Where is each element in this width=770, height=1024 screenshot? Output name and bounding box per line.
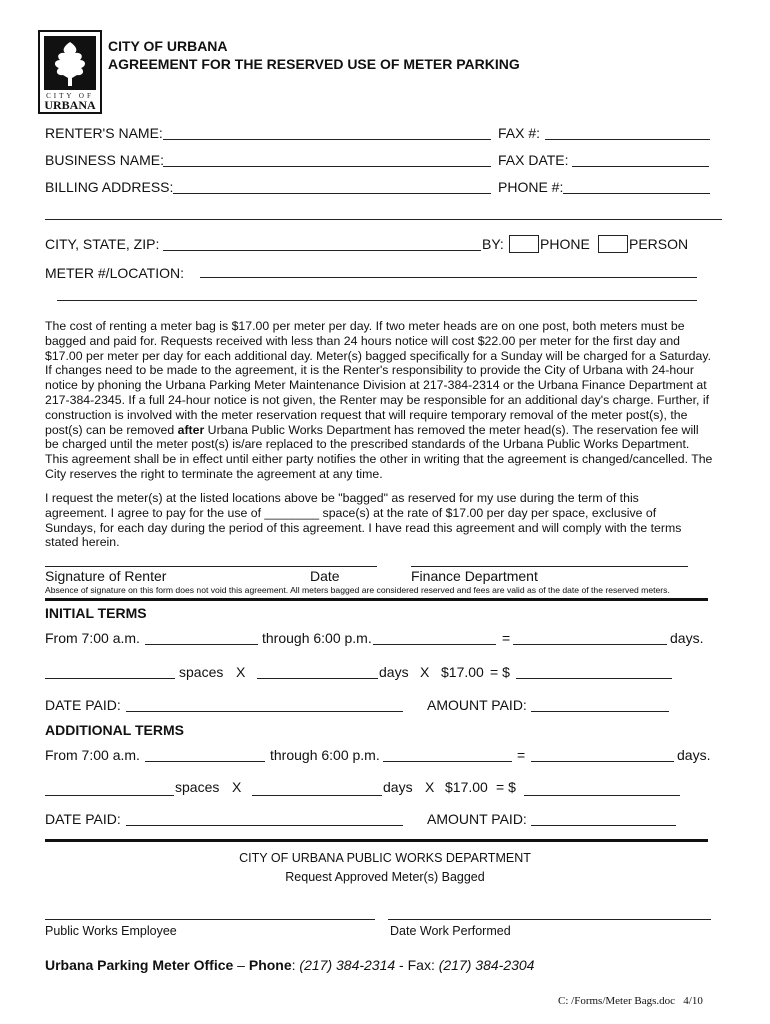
footer-dash: – — [233, 957, 249, 973]
initial-eq-dollar: = $ — [490, 664, 510, 680]
initial-days-label: days. — [670, 630, 704, 646]
additional-date-paid-field[interactable] — [126, 825, 403, 826]
additional-days-label: days. — [677, 747, 711, 763]
initial-amount-paid-label: AMOUNT PAID: — [427, 697, 527, 713]
renter-signature-field[interactable] — [45, 566, 377, 567]
footer-fax-sep: - Fax: — [395, 957, 439, 973]
footer-fax: (217) 384-2304 — [438, 957, 535, 973]
additional-terms-heading: ADDITIONAL TERMS — [45, 722, 184, 738]
initial-end-date-field[interactable] — [373, 644, 496, 645]
terms-paragraph — [45, 319, 713, 482]
renter-name-field[interactable] — [163, 139, 491, 140]
divider-bottom — [45, 839, 708, 842]
additional-amount-paid-label: AMOUNT PAID: — [427, 811, 527, 827]
initial-spaces-field[interactable] — [45, 678, 175, 679]
initial-x-1: X — [236, 664, 246, 680]
additional-spaces-field[interactable] — [45, 795, 174, 796]
person-option-label: PERSON — [629, 236, 689, 252]
person-checkbox[interactable] — [598, 235, 628, 253]
page-title-city: CITY OF URBANA — [108, 38, 228, 54]
billing-address-line-2[interactable] — [45, 219, 722, 220]
initial-days-rate-label: days — [379, 664, 409, 680]
public-works-employee-label: Public Works Employee — [45, 924, 177, 938]
fax-date-label: FAX DATE: — [498, 152, 569, 168]
initial-date-paid-field[interactable] — [126, 711, 403, 712]
initial-x-2: X — [420, 664, 430, 680]
file-reference: C: /Forms/Meter Bags.doc 4/10 — [558, 995, 703, 1007]
billing-address-label: BILLING ADDRESS: — [45, 179, 174, 195]
additional-x-1: X — [232, 779, 242, 795]
finance-signature-field[interactable] — [411, 566, 688, 567]
terms-text-start: The cost of renting a meter bag is $17.00 per meter per day. If two meter heads are on one post, both meters must be bagged and paid for. Requests received with less than 24 hours notice will cost $22.00 per meter for the first day and $17.00 per meter per day for each additional day. Meter(s) bagged specifically for a Sunday will be charged for a Saturday. If changes need to be made to the agreement, it is the Renter's responsibility to provide the City of Urbana with 24-hour notice by phoning the Urbana Parking Meter Maintenance Division at 217-384-2314 or the Urbana Finance Department at 217-384-2345. If a full 24-hour notice is not given, the Renter may be responsible for an additional day's charge. Further, if construction is involved with the meter reservation request that will require temporary removal of the meter post(s), the post(s) can be removed — [45, 319, 711, 437]
date-work-performed-field[interactable] — [388, 919, 711, 920]
initial-total-field[interactable] — [516, 678, 672, 679]
city-state-zip-label: CITY, STATE, ZIP: — [45, 236, 160, 252]
divider-top — [45, 598, 708, 601]
footer-office: Urbana Parking Meter Office — [45, 957, 234, 973]
initial-terms-heading: INITIAL TERMS — [45, 605, 147, 621]
footer-contact — [45, 957, 534, 973]
meter-location-label: METER #/LOCATION: — [45, 265, 184, 281]
fax-label: FAX #: — [498, 125, 541, 141]
request-approved-text: Request Approved Meter(s) Bagged — [285, 870, 485, 884]
additional-amount-paid-field[interactable] — [531, 825, 676, 826]
public-works-employee-field[interactable] — [45, 919, 375, 920]
phone-label: PHONE #: — [498, 179, 564, 195]
finance-department-label: Finance Department — [411, 568, 538, 584]
page-title-agreement: AGREEMENT FOR THE RESERVED USE OF METER PARKING — [108, 56, 520, 72]
date-work-performed-label: Date Work Performed — [390, 924, 511, 938]
additional-days-field[interactable] — [531, 761, 674, 762]
initial-equals: = — [502, 630, 511, 646]
additional-rate: $17.00 — [445, 779, 488, 795]
logo-text-top: CITY OF — [46, 92, 94, 100]
business-name-field[interactable] — [163, 166, 491, 167]
initial-amount-paid-field[interactable] — [531, 711, 669, 712]
meter-location-field[interactable] — [200, 277, 697, 278]
phone-checkbox[interactable] — [509, 235, 539, 253]
footer-colon: : — [291, 957, 300, 973]
terms-bold-after: after — [177, 422, 205, 437]
additional-spaces-label: spaces — [175, 779, 220, 795]
initial-from-label: From 7:00 a.m. — [45, 630, 140, 646]
by-label: BY: — [482, 236, 504, 252]
phone-field[interactable] — [563, 193, 710, 194]
footer-phone: (217) 384-2314 — [299, 957, 396, 973]
initial-rate: $17.00 — [441, 664, 484, 680]
initial-start-date-field[interactable] — [145, 644, 258, 645]
footer-phone-label: Phone — [248, 957, 292, 973]
additional-equals: = — [517, 747, 526, 763]
public-works-department: CITY OF URBANA PUBLIC WORKS DEPARTMENT — [239, 851, 531, 865]
signature-date-label: Date — [310, 568, 340, 584]
additional-x-2: X — [425, 779, 435, 795]
signature-notice: Absence of signature on this form does not void this agreement. All meters bagged are considered reserved and fees are valid as of the date of the reserved meters. — [45, 585, 670, 595]
meter-location-field-2[interactable] — [57, 300, 697, 301]
initial-days-field[interactable] — [513, 644, 667, 645]
city-state-zip-field[interactable] — [163, 250, 481, 251]
additional-start-date-field[interactable] — [145, 761, 265, 762]
initial-spaces-label: spaces — [179, 664, 224, 680]
renter-name-label: RENTER'S NAME: — [45, 125, 163, 141]
logo-text-bottom: URBANA — [44, 98, 96, 112]
additional-days-rate-label: days — [383, 779, 413, 795]
additional-total-field[interactable] — [524, 795, 680, 796]
fax-field[interactable] — [545, 139, 710, 140]
additional-eq-dollar: = $ — [496, 779, 516, 795]
initial-num-days-field[interactable] — [257, 678, 378, 679]
terms-text-end: Urbana Public Works Department has removed the meter head(s). The reservation fee will be charged until the meter post(s) is/are replaced to the prescribed standards of the Urbana Public Works Department. This agreement shall be in effect until either party notifies the other in writing that the agreement is changed/cancelled. The City reserves the right to terminate the agreement at any time. — [45, 422, 713, 481]
city-logo — [38, 30, 102, 114]
business-name-label: BUSINESS NAME: — [45, 152, 165, 168]
additional-from-label: From 7:00 a.m. — [45, 747, 140, 763]
additional-through-label: through 6:00 p.m. — [270, 747, 380, 763]
additional-end-date-field[interactable] — [383, 761, 512, 762]
additional-num-days-field[interactable] — [252, 795, 382, 796]
additional-date-paid-label: DATE PAID: — [45, 811, 121, 827]
fax-date-field[interactable] — [572, 166, 709, 167]
signature-renter-label: Signature of Renter — [45, 568, 167, 584]
phone-option-label: PHONE — [540, 236, 590, 252]
oak-leaf-icon — [40, 34, 100, 92]
billing-address-field[interactable] — [173, 193, 491, 194]
initial-through-label: through 6:00 p.m. — [262, 630, 372, 646]
request-paragraph: I request the meter(s) at the listed locations above be "bagged" as reserved for my use during the term of this agreement. I agree to pay for the use of ________ space(s) at the rate of $17.00 per day per space, exclusive of Sundays, for each day during the period of this agreement. I have read this agreement and will comply with the terms stated herein. — [45, 491, 682, 550]
initial-date-paid-label: DATE PAID: — [45, 697, 121, 713]
